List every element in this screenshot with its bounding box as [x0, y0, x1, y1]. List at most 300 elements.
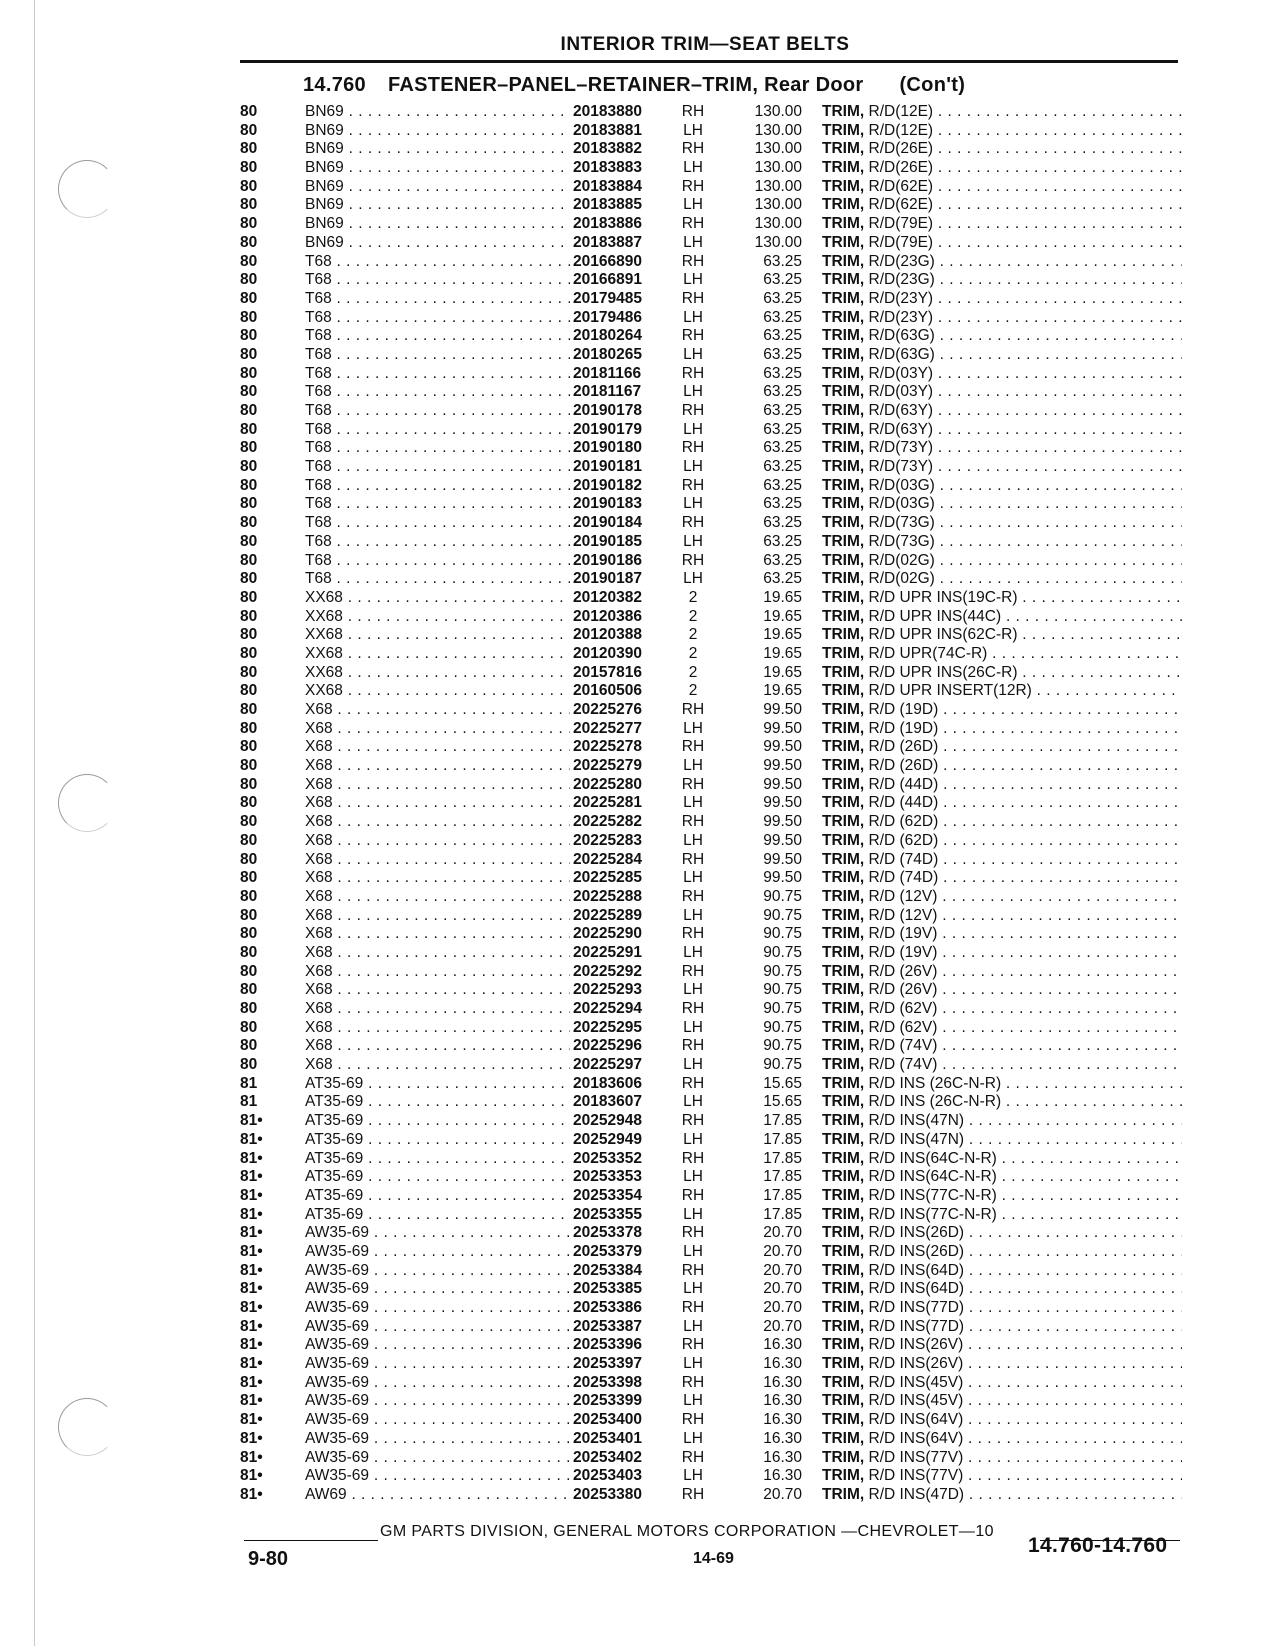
row-part-number: 20120388 — [573, 626, 642, 644]
row-description-detail: R/D (19V) — [868, 943, 938, 961]
row-description-category: TRIM, — [822, 308, 865, 326]
row-model: AT35-69 . . . — [305, 1131, 570, 1150]
row-description-category: TRIM, — [822, 551, 865, 569]
row-side: RH — [681, 887, 705, 905]
row-description-category: TRIM, — [822, 644, 865, 662]
row-side: RH — [681, 364, 705, 382]
row-description-category: TRIM, — [822, 159, 865, 177]
row-price: 19.65 — [763, 682, 802, 700]
table-row — [240, 1299, 1185, 1318]
row-price: 63.25 — [763, 420, 802, 438]
row-side: RH — [681, 1112, 705, 1130]
row-description — [822, 1392, 1182, 1411]
row-part-number: 20183606 — [573, 1074, 642, 1092]
row-price: 99.50 — [763, 775, 802, 793]
row-description — [822, 813, 1182, 832]
row-description-detail: R/D (74V) — [868, 1056, 938, 1074]
row-part-number: 20179486 — [573, 308, 642, 326]
row-code: 81• — [240, 1130, 263, 1148]
row-description-detail: R/D(12E) — [868, 121, 934, 139]
row-description — [822, 1486, 1182, 1505]
row-price: 20.70 — [763, 1299, 802, 1316]
row-part-number: 20225282 — [573, 813, 642, 831]
row-model: AT35-69 . . . — [305, 1150, 570, 1169]
row-part-number: 20160506 — [573, 682, 642, 700]
row-side: LH — [683, 159, 703, 177]
table-row — [240, 794, 1185, 813]
row-code: 81• — [240, 1448, 263, 1466]
row-description-category: TRIM, — [822, 439, 865, 457]
row-description-detail: R/D (12V) — [868, 906, 938, 924]
section-heading — [303, 74, 965, 97]
row-description-detail: R/D(26E) — [868, 140, 934, 158]
row-description-detail: R/D INS(47D) — [868, 1485, 965, 1503]
row-part-number: 20225291 — [573, 943, 642, 961]
row-price: 16.30 — [763, 1373, 802, 1391]
row-price: 63.25 — [763, 383, 802, 401]
row-code: 80 — [240, 701, 258, 718]
row-model: AT35-69 . . . — [305, 1168, 570, 1187]
row-code: 80 — [240, 644, 258, 662]
row-description-category: TRIM, — [822, 738, 865, 756]
row-description — [822, 1430, 1182, 1449]
row-code: 80 — [240, 1000, 258, 1017]
row-model: X68 . . . — [305, 925, 570, 944]
row-description-detail: R/D(73Y) — [868, 458, 934, 476]
row-description — [822, 122, 1182, 141]
row-price: 99.50 — [763, 738, 802, 756]
row-price: 20.70 — [763, 1261, 802, 1279]
row-model: BN69 . . . — [305, 159, 570, 178]
row-description-detail: R/D INS(64D) — [868, 1280, 965, 1298]
section-location: Rear Door — [764, 74, 864, 96]
row-model: AW35-69 . . . — [305, 1299, 570, 1318]
row-model: X68 . . . — [305, 757, 570, 776]
table-row — [240, 738, 1185, 757]
row-part-number: 20253355 — [573, 1205, 642, 1223]
row-side: LH — [683, 1355, 703, 1373]
row-side: RH — [681, 1261, 705, 1279]
table-row — [240, 1392, 1185, 1411]
row-side: RH — [681, 962, 705, 980]
row-description-detail: R/D (74V) — [868, 1037, 938, 1055]
row-part-number: 20166890 — [573, 252, 642, 270]
row-model: X68 . . . — [305, 720, 570, 739]
row-description — [822, 402, 1182, 421]
row-code: 80 — [240, 289, 258, 307]
table-row — [240, 944, 1185, 963]
row-description-category: TRIM, — [822, 626, 865, 644]
row-code: 81• — [240, 1485, 263, 1503]
row-description — [822, 253, 1182, 272]
row-description — [822, 309, 1182, 328]
row-price: 99.50 — [763, 719, 802, 737]
row-price: 90.75 — [763, 962, 802, 980]
row-description-category: TRIM, — [822, 1485, 865, 1503]
row-description-category: TRIM, — [822, 140, 865, 158]
row-side: LH — [683, 794, 703, 812]
row-description — [822, 869, 1182, 888]
row-part-number: 20225294 — [573, 1000, 642, 1017]
footer-date: 9-80 — [248, 1548, 289, 1570]
row-description-category: TRIM, — [822, 103, 865, 120]
table-row — [240, 888, 1185, 907]
row-price: 130.00 — [754, 196, 802, 214]
row-description — [822, 458, 1182, 477]
row-code: 81• — [240, 1429, 263, 1447]
row-description-detail: R/D(26E) — [868, 159, 934, 177]
row-price: 99.50 — [763, 850, 802, 868]
row-description — [822, 1000, 1182, 1019]
row-description-category: TRIM, — [822, 420, 865, 438]
row-description-detail: R/D INS(77C-N-R) — [868, 1186, 997, 1204]
row-part-number: 20252948 — [573, 1112, 642, 1130]
row-part-number: 20225296 — [573, 1037, 642, 1055]
row-side: RH — [681, 439, 705, 457]
row-part-number: 20179485 — [573, 289, 642, 307]
row-description-detail: R/D(23G) — [868, 271, 935, 289]
row-side: 2 — [688, 588, 698, 606]
row-description-detail: R/D UPR INS(26C-R) — [868, 663, 1018, 681]
row-description — [822, 514, 1182, 533]
table-row — [240, 1206, 1185, 1225]
row-price: 63.25 — [763, 327, 802, 345]
row-code: 80 — [240, 364, 258, 382]
row-code: 80 — [240, 439, 258, 457]
row-model: XX68 . . . — [305, 589, 570, 608]
row-model: AW35-69 . . . — [305, 1355, 570, 1374]
row-description-category: TRIM, — [822, 943, 865, 961]
row-side: LH — [683, 906, 703, 924]
row-model: T68 . . . — [305, 271, 570, 290]
table-row — [240, 701, 1185, 720]
row-description — [822, 794, 1182, 813]
row-model: T68 . . . — [305, 439, 570, 458]
table-row — [240, 159, 1185, 178]
row-side: RH — [681, 775, 705, 793]
row-price: 63.25 — [763, 514, 802, 532]
row-code: 80 — [240, 458, 258, 476]
row-side: LH — [683, 383, 703, 401]
row-description — [822, 1150, 1182, 1169]
row-side: RH — [681, 1000, 705, 1017]
row-description-category: TRIM, — [822, 1411, 865, 1429]
row-description-detail: R/D INS(64V) — [868, 1429, 964, 1447]
row-code: 80 — [240, 383, 258, 401]
row-part-number: 20225285 — [573, 869, 642, 887]
table-row — [240, 309, 1185, 328]
table-row — [240, 981, 1185, 1000]
row-code: 80 — [240, 140, 258, 158]
row-description-category: TRIM, — [822, 1355, 865, 1373]
row-price: 63.25 — [763, 345, 802, 363]
table-row — [240, 851, 1185, 870]
row-model: X68 . . . — [305, 1056, 570, 1075]
row-price: 63.25 — [763, 252, 802, 270]
row-code: 80 — [240, 196, 258, 214]
row-code: 80 — [240, 551, 258, 569]
row-model: AT35-69 . . . — [305, 1093, 570, 1112]
row-description — [822, 720, 1182, 739]
row-side: LH — [683, 1429, 703, 1447]
row-description-detail: R/D INS(47N) — [868, 1130, 965, 1148]
row-model: XX68 . . . — [305, 682, 570, 701]
row-side: LH — [683, 1317, 703, 1335]
row-description — [822, 1206, 1182, 1225]
row-description-detail: R/D (62D) — [868, 831, 939, 849]
row-code: 81• — [240, 1224, 263, 1242]
row-description-category: TRIM, — [822, 607, 865, 625]
table-row — [240, 1224, 1185, 1243]
row-description-category: TRIM, — [822, 121, 865, 139]
section-name: FASTENER–PANEL–RETAINER–TRIM, — [387, 74, 759, 96]
row-model: XX68 . . . — [305, 645, 570, 664]
row-code: 81• — [240, 1299, 263, 1316]
row-side: LH — [683, 1467, 703, 1485]
row-part-number: 20253398 — [573, 1373, 642, 1391]
row-description-category: TRIM, — [822, 1224, 865, 1242]
row-description — [822, 570, 1182, 589]
table-row — [240, 234, 1185, 253]
row-side: LH — [683, 420, 703, 438]
header-rule — [240, 60, 1178, 63]
row-side: LH — [683, 345, 703, 363]
row-price: 63.25 — [763, 364, 802, 382]
row-price: 16.30 — [763, 1429, 802, 1447]
row-model: AW35-69 . . . — [305, 1374, 570, 1393]
row-code: 81• — [240, 1149, 263, 1167]
row-code: 80 — [240, 121, 258, 139]
row-description-category: TRIM, — [822, 831, 865, 849]
row-side: RH — [681, 103, 705, 120]
table-row — [240, 421, 1185, 440]
row-description-category: TRIM, — [822, 1336, 865, 1354]
row-description-category: TRIM, — [822, 1093, 865, 1111]
table-row — [240, 1187, 1185, 1206]
row-description — [822, 1224, 1182, 1243]
row-description-category: TRIM, — [822, 1429, 865, 1447]
row-part-number: 20253386 — [573, 1299, 642, 1316]
table-row — [240, 1411, 1185, 1430]
row-model: BN69 . . . — [305, 234, 570, 253]
row-code: 80 — [240, 906, 258, 924]
row-side: RH — [681, 327, 705, 345]
row-part-number: 20225293 — [573, 981, 642, 999]
row-description-category: TRIM, — [822, 383, 865, 401]
row-description-category: TRIM, — [822, 458, 865, 476]
row-description — [822, 981, 1182, 1000]
row-side: RH — [681, 738, 705, 756]
row-code: 80 — [240, 831, 258, 849]
table-row — [240, 757, 1185, 776]
row-side: LH — [683, 1205, 703, 1223]
row-price: 63.25 — [763, 532, 802, 550]
row-description-category: TRIM, — [822, 663, 865, 681]
row-model: AW35-69 . . . — [305, 1467, 570, 1486]
row-price: 130.00 — [754, 140, 802, 158]
row-code: 81• — [240, 1373, 263, 1391]
row-part-number: 20190186 — [573, 551, 642, 569]
row-description-detail: R/D (26V) — [868, 962, 938, 980]
table-row — [240, 327, 1185, 346]
row-description-detail: R/D UPR(74C-R) — [868, 644, 988, 662]
row-description-detail: R/D(03Y) — [868, 364, 934, 382]
row-description — [822, 327, 1182, 346]
row-model: BN69 . . . — [305, 215, 570, 234]
row-description — [822, 421, 1182, 440]
row-description-category: TRIM, — [822, 271, 865, 289]
row-description-detail: R/D(73G) — [868, 532, 935, 550]
row-part-number: 20183881 — [573, 121, 642, 139]
row-price: 63.25 — [763, 570, 802, 588]
row-model: BN69 . . . — [305, 178, 570, 197]
row-model: T68 . . . — [305, 570, 570, 589]
row-side: RH — [681, 1037, 705, 1055]
row-description-detail: R/D INS (26C-N-R) — [868, 1093, 1002, 1111]
row-model: T68 . . . — [305, 290, 570, 309]
row-description — [822, 682, 1182, 701]
row-model: AT35-69 . . . — [305, 1075, 570, 1094]
row-part-number: 20183882 — [573, 140, 642, 158]
table-row — [240, 1093, 1185, 1112]
row-model: T68 . . . — [305, 421, 570, 440]
row-description — [822, 178, 1182, 197]
row-code: 81• — [240, 1411, 263, 1429]
row-price: 63.25 — [763, 289, 802, 307]
row-description — [822, 701, 1182, 720]
row-code: 80 — [240, 887, 258, 905]
row-code: 80 — [240, 626, 258, 644]
row-price: 130.00 — [754, 121, 802, 139]
table-row — [240, 383, 1185, 402]
row-code: 80 — [240, 607, 258, 625]
table-row — [240, 645, 1185, 664]
row-part-number: 20225290 — [573, 925, 642, 943]
row-price: 63.25 — [763, 271, 802, 289]
row-description — [822, 290, 1182, 309]
row-code: 80 — [240, 420, 258, 438]
row-model: AT35-69 . . . — [305, 1206, 570, 1225]
row-description-category: TRIM, — [822, 1149, 865, 1167]
row-code: 80 — [240, 663, 258, 681]
row-model: AW35-69 . . . — [305, 1430, 570, 1449]
row-description — [822, 776, 1182, 795]
row-code: 80 — [240, 159, 258, 177]
row-description — [822, 1019, 1182, 1038]
row-part-number: 20225279 — [573, 757, 642, 775]
row-part-number: 20225292 — [573, 962, 642, 980]
row-description-category: TRIM, — [822, 1168, 865, 1186]
row-description-detail: R/D(79E) — [868, 215, 934, 233]
row-description-category: TRIM, — [822, 252, 865, 270]
row-description — [822, 1187, 1182, 1206]
row-description — [822, 738, 1182, 757]
row-price: 17.85 — [763, 1168, 802, 1186]
row-model: X68 . . . — [305, 1019, 570, 1038]
row-model: X68 . . . — [305, 794, 570, 813]
row-part-number: 20181167 — [573, 383, 642, 401]
section-continued: (Con't) — [899, 74, 966, 96]
footer-section-range: 14.760-14.760 — [1028, 1534, 1168, 1557]
row-code: 80 — [240, 775, 258, 793]
row-description-detail: R/D INS(64D) — [868, 1261, 965, 1279]
row-description-detail: R/D INS(77D) — [868, 1299, 965, 1316]
row-model: X68 . . . — [305, 701, 570, 720]
row-description-detail: R/D (62D) — [868, 813, 939, 831]
row-part-number: 20253397 — [573, 1355, 642, 1373]
row-part-number: 20120382 — [573, 588, 642, 606]
row-code: 80 — [240, 514, 258, 532]
table-row — [240, 178, 1185, 197]
row-price: 90.75 — [763, 943, 802, 961]
table-row — [240, 253, 1185, 272]
row-description-detail: R/D(23Y) — [868, 308, 934, 326]
row-model: T68 . . . — [305, 383, 570, 402]
row-description — [822, 365, 1182, 384]
row-price: 90.75 — [763, 981, 802, 999]
row-description — [822, 1336, 1182, 1355]
row-code: 80 — [240, 757, 258, 775]
table-row — [240, 439, 1185, 458]
row-price: 16.30 — [763, 1336, 802, 1354]
table-row — [240, 1037, 1185, 1056]
row-description — [822, 1262, 1182, 1281]
row-part-number: 20183886 — [573, 215, 642, 233]
row-price: 99.50 — [763, 701, 802, 718]
row-description-detail: R/D (74D) — [868, 850, 939, 868]
row-part-number: 20253387 — [573, 1317, 642, 1335]
row-part-number: 20183887 — [573, 233, 642, 251]
row-description-category: TRIM, — [822, 1392, 865, 1410]
row-code: 80 — [240, 495, 258, 513]
row-side: LH — [683, 495, 703, 513]
row-description — [822, 1318, 1182, 1337]
row-side: LH — [683, 570, 703, 588]
row-description — [822, 832, 1182, 851]
row-part-number: 20253396 — [573, 1336, 642, 1354]
row-part-number: 20181166 — [573, 364, 642, 382]
table-row — [240, 365, 1185, 384]
row-description-detail: R/D(03G) — [868, 495, 935, 513]
table-row — [240, 776, 1185, 795]
table-row — [240, 196, 1185, 215]
row-side: 2 — [688, 663, 698, 681]
row-model: T68 . . . — [305, 365, 570, 384]
row-part-number: 20252949 — [573, 1130, 642, 1148]
row-code: 81 — [240, 1093, 258, 1111]
row-model: X68 . . . — [305, 981, 570, 1000]
row-description-detail: R/D(63G) — [868, 345, 935, 363]
row-description — [822, 215, 1182, 234]
row-part-number: 20183607 — [573, 1093, 642, 1111]
row-price: 63.25 — [763, 308, 802, 326]
table-row — [240, 626, 1185, 645]
row-side: LH — [683, 121, 703, 139]
row-part-number: 20157816 — [573, 663, 642, 681]
row-description-detail: R/D UPR INSERT(12R) — [868, 682, 1032, 700]
table-row — [240, 664, 1185, 683]
row-price: 99.50 — [763, 813, 802, 831]
row-price: 15.65 — [763, 1074, 802, 1092]
row-part-number: 20253353 — [573, 1168, 642, 1186]
row-description — [822, 159, 1182, 178]
row-code: 80 — [240, 476, 258, 494]
table-row — [240, 608, 1185, 627]
row-model: T68 . . . — [305, 477, 570, 496]
row-side: RH — [681, 476, 705, 494]
row-description-category: TRIM, — [822, 514, 865, 532]
row-side: RH — [681, 1411, 705, 1429]
